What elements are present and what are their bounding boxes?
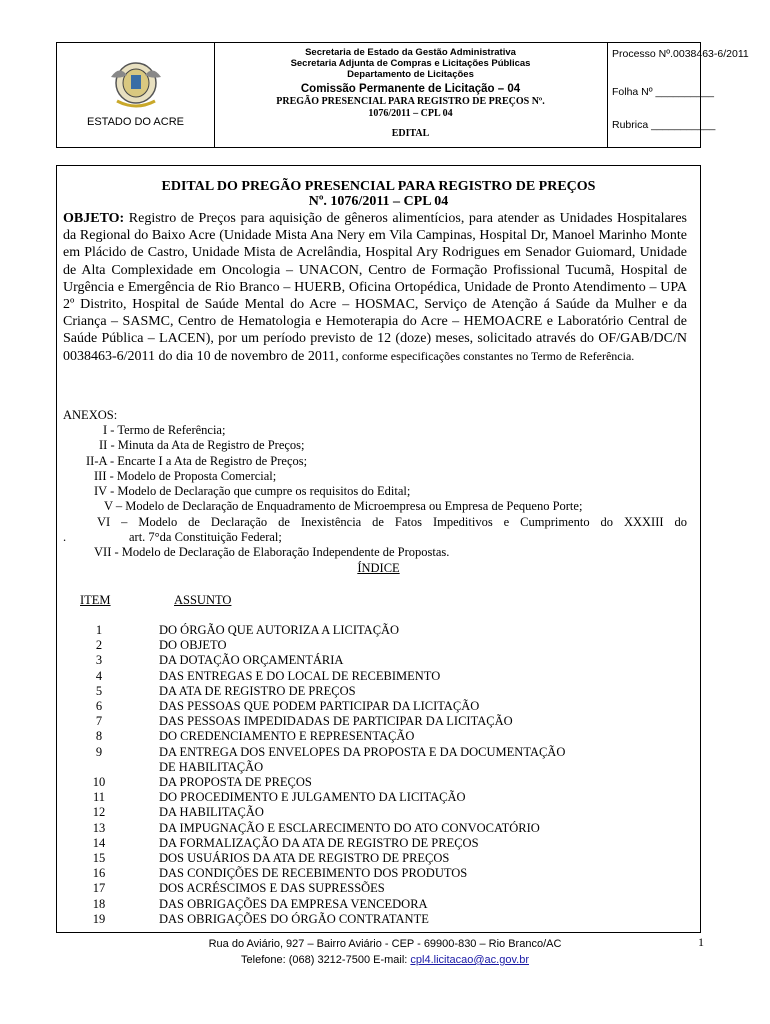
footer-address: Rua do Aviário, 927 – Bairro Aviário - CEP - 69900-830 – Rio Branco/AC [208,938,562,950]
index-row [87,745,687,760]
index-item-number: 6 [95,699,103,713]
index-row [87,669,687,684]
anexo-item: VII - Modelo de Declaração de Elaboração Independente de Propostas. [94,545,450,559]
index-row [87,729,687,744]
index-row [87,881,687,896]
anexos-label: ANEXOS: [63,408,118,422]
footer-contact [150,952,620,968]
objeto-label: OBJETO: [63,211,125,226]
index-item-number: 11 [92,790,106,805]
index-item-subject: DO OBJETO [159,638,227,653]
header-logo-cell [57,43,215,147]
index-item-number: 3 [95,653,103,668]
index-item-subject: DA HABILITAÇÃO [159,805,264,820]
index-row [87,714,687,729]
index-item-number: 17 [92,881,106,896]
index-item-number: 2 [95,638,103,653]
index-item-number: 10 [92,775,106,789]
index-row [87,912,687,927]
index-row [87,897,687,912]
index-row [87,775,687,790]
index-row [87,653,687,668]
index-item-number: 7 [95,714,103,729]
objeto-text: Registro de Preços para aquisição de gêneros alimentícios, para atender as Unidades Hospitalares da Regional do Baixo Acre (Unidade Mista Ana Nery em Vila Campinas, Hospital Dr, Manoel Marinho Monte em Plácido de Castro, Unidade Mista de Acrelândia, Hospital Ary Rodrigues em Senador Guiomard, Unidade de Alta Complexidade em Oncologia – UNACON, Centro de Formação Profissional Tucumã, Hospital de Urgência e Emergência de Rio Branco – HUERB, Oficina Ortopédica, Unidade de Pronto Atendimento – UPA 2º Distrito, Hospital de Saúde Mental do Acre – HOSMAC, Serviço de Atenção á Saúde da Mulher e da Criança – SASMC, Centro de Hematologia e Hemoterapia do Acre – HEMOACRE e Laboratório Central de Saúde Pública – LACEN), por um período previsto de 12 (doze) meses, solicitado através do OF/GAB/DC/N 0038463-6/2011 do dia 10 de novembro de 2011, [63,211,687,364]
index-item-number: 1 [95,623,103,637]
anexo-item: II - Minuta da Ata de Registro de Preços; [99,438,305,452]
index-list [87,623,687,933]
anexo-item: I - Termo de Referência; [103,423,226,437]
commission-name: Comissão Permanente de Licitação – 04 [300,83,521,95]
index-item-subject: DAS PESSOAS QUE PODEM PARTICIPAR DA LICITAÇÃO [159,699,480,713]
footer-phone: Telefone: (068) 3212-7500 E-mail: [241,954,411,966]
anexo-item: III - Modelo de Proposta Comercial; [94,469,277,483]
state-name: ESTADO DO ACRE [87,116,184,128]
header-line-1: Secretaria de Estado da Gestão Administrativa [305,47,516,58]
index-item-number: 8 [95,729,103,744]
index-item-subject: DE HABILITAÇÃO [159,759,264,774]
index-row [87,699,687,714]
index-item-subject: DAS OBRIGAÇÕES DA EMPRESA VENCEDORA [159,896,428,911]
state-seal-icon [107,57,165,109]
index-item-subject: DA IMPUGNAÇÃO E ESCLARECIMENTO DO ATO CONVOCATÓRIO [159,820,540,835]
process-number: Processo Nº.0038463-6/2011 [612,48,749,60]
index-row [87,805,687,820]
index-item-number: 15 [92,851,106,865]
page-number: 1 [698,935,704,949]
index-item-subject: DOS USUÁRIOS DA ATA DE REGISTRO DE PREÇOS [159,851,450,865]
index-item-number: 18 [92,896,106,911]
index-row [87,851,687,866]
index-row [87,836,687,851]
index-item-subject: DO CREDENCIAMENTO E REPRESENTAÇÃO [159,729,415,744]
index-item-subject: DA DOTAÇÃO ORÇAMENTÁRIA [159,653,344,668]
doc-title-2: Nº. 1076/2011 – CPL 04 [308,194,449,209]
index-item-subject: DO PROCEDIMENTO E JULGAMENTO DA LICITAÇÃO [159,790,466,805]
index-item-subject: DAS PESSOAS IMPEDIDADAS DE PARTICIPAR DA LICITAÇÃO [159,714,513,729]
index-item-subject: DOS ACRÉSCIMOS E DAS SUPRESSÕES [159,881,385,896]
header-line-3: Departamento de Licitações [347,69,474,80]
doc-title-1: EDITAL DO PREGÃO PRESENCIAL PARA REGISTRO DE PREÇOS [161,179,596,194]
index-row [87,684,687,699]
index-row [87,866,687,881]
objeto-paragraph [63,210,687,365]
col-item-header: ITEM [80,593,111,607]
rubrica-field: Rubrica ___________ [612,119,716,131]
index-row [87,790,687,805]
index-item-subject: DAS ENTREGAS E DO LOCAL DE RECEBIMENTO [159,668,441,683]
index-item-subject: DA ATA DE REGISTRO DE PREÇOS [159,683,356,698]
index-row [87,760,687,775]
pregao-line-2: 1076/2011 – CPL 04 [368,108,453,119]
index-item-subject: DAS OBRIGAÇÕES DO ÓRGÃO CONTRATANTE [159,911,429,926]
indice-label: ÍNDICE [357,561,400,575]
header-box [56,42,749,148]
anexo-dot: . [63,530,67,544]
index-item-number: 14 [92,835,106,850]
index-item-subject: DAS CONDIÇÕES DE RECEBIMENTO DOS PRODUTOS [159,866,468,881]
anexo-item: VI – Modelo de Declaração de Inexistência de Fatos Impeditivos e Cumprimento do XXXIII do [97,515,687,529]
anexo-item: II-A - Encarte I a Ata de Registro de Preços; [86,454,308,468]
objeto-tail: conforme especificações constantes no Termo de Referência. [338,348,635,363]
index-item-number: 4 [95,668,103,683]
col-assunto-header: ASSUNTO [174,593,232,607]
index-item-subject: DA ENTREGA DOS ENVELOPES DA PROPOSTA E DA DOCUMENTAÇÃO [159,744,566,759]
header-title-cell [214,43,608,147]
index-item-subject: DA PROPOSTA DE PREÇOS [159,775,312,789]
anexo-item: V – Modelo de Declaração de Enquadramento de Microempresa ou Empresa de Pequeno Porte; [104,499,583,513]
index-item-number: 13 [92,820,106,835]
anexo-item: art. 7°da Constituição Federal; [129,530,282,544]
index-item-number: 19 [92,911,106,926]
index-row [87,821,687,836]
index-row [87,623,687,638]
edital-label: EDITAL [391,128,430,139]
header-line-2: Secretaria Adjunta de Compras e Licitações Públicas [290,58,531,69]
index-item-number: 5 [95,683,103,698]
footer-email-link[interactable]: cpl4.licitacao@ac.gov.br [410,954,529,966]
header-process-cell [608,43,749,147]
index-item-subject: DA FORMALIZAÇÃO DA ATA DE REGISTRO DE PREÇOS [159,835,479,850]
index-item-subject: DO ÓRGÃO QUE AUTORIZA A LICITAÇÃO [159,623,400,637]
anexo-item: IV - Modelo de Declaração que cumpre os requisitos do Edital; [94,484,411,498]
index-item-number: 16 [92,866,106,881]
index-item-number: 9 [95,744,103,759]
folha-field: Folha Nº __________ [612,86,714,98]
index-row [87,638,687,653]
index-item-number: 12 [92,805,106,820]
pregao-line-1: PREGÃO PRESENCIAL PARA REGISTRO DE PREÇOS Nº. [276,96,545,107]
